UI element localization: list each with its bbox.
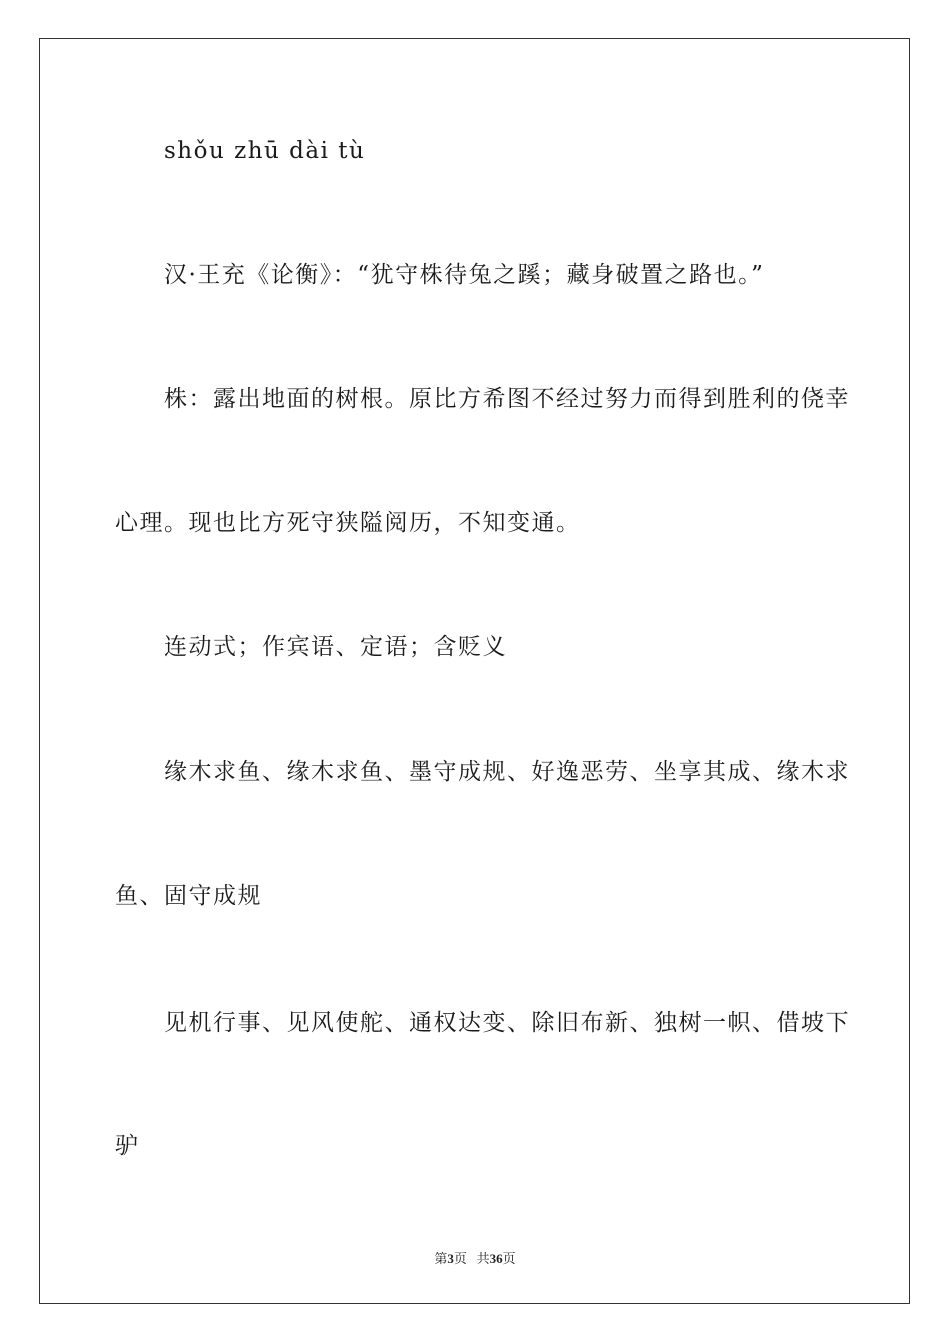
antonyms-line-1: 见机行事、见风使舵、通权达变、除旧布新、独树一帜、借坡下 [164, 1010, 850, 1036]
total-prefix: 共 [476, 1251, 490, 1266]
page-footer [0, 1248, 950, 1267]
page-suffix: 页 [453, 1251, 467, 1266]
synonyms-line-1: 缘木求鱼、缘木求鱼、墨守成规、好逸恶劳、坐享其成、缘木求 [164, 759, 850, 785]
definition-line-1: 株：露出地面的树根。原比方希图不经过努力而得到胜利的侥幸 [164, 386, 850, 412]
page-number: 3 [447, 1251, 454, 1266]
synonyms-line-2: 鱼、固守成规 [115, 883, 262, 909]
page-prefix: 第 [434, 1251, 448, 1266]
total-suffix: 页 [502, 1251, 516, 1266]
source-quote: 汉·王充《论衡》：“犹守株待兔之蹊；藏身破置之路也。” [164, 262, 765, 288]
antonyms-line-2: 驴 [115, 1133, 140, 1159]
page-border [39, 38, 910, 1304]
definition-line-2: 心理。现也比方死守狭隘阅历，不知变通。 [115, 510, 581, 536]
usage-line: 连动式；作宾语、定语；含贬义 [164, 634, 507, 660]
total-pages: 36 [489, 1251, 503, 1266]
pinyin-line: shǒu zhū dài tù [164, 138, 366, 164]
